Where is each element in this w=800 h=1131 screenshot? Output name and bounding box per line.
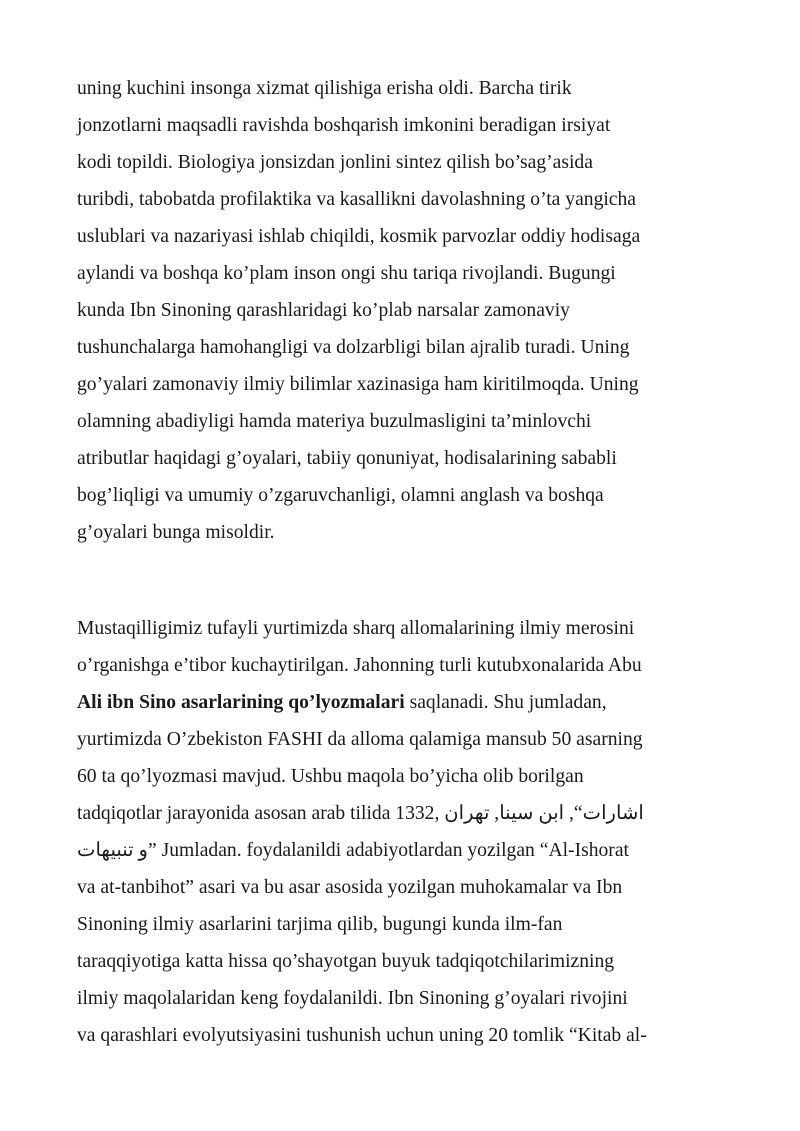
text-line: tadqiqotlar jarayonida asosan arab tilida 1332, اشارات“, ابن سينا, تهران — [77, 803, 644, 824]
text-line: kodi topildi. Biologiya jonsizdan jonlini sintez qilish bo’sag’asida — [77, 152, 593, 173]
text-line: uning kuchini insonga xizmat qilishiga erisha oldi. Barcha tirik — [77, 78, 572, 99]
text-line: Sinoning ilmiy asarlarini tarjima qilib, bugungi kunda ilm-fan — [77, 914, 563, 935]
paragraph-2 — [77, 610, 737, 1054]
text-line: ilmiy maqolalaridan keng foydalanildi. Ibn Sinoning g’oyalari rivojini — [77, 988, 628, 1009]
text-line: atributlar haqidagi g’oyalari, tabiiy qonuniyat, hodisalarining sababli — [77, 448, 617, 469]
text-line: turibdi, tabobatda profilaktika va kasallikni davolashning o’ta yangicha — [77, 189, 636, 210]
text-line: bog’liqligi va umumiy o’zgaruvchanligi, olamni anglash va boshqa — [77, 485, 604, 506]
paragraph-1 — [77, 70, 737, 551]
text-line — [77, 684, 737, 721]
text-line: kunda Ibn Sinoning qarashlaridagi ko’plab narsalar zamonaviy — [77, 300, 570, 321]
text-fragment: saqlanadi. Shu jumladan, — [404, 692, 607, 713]
text-line: Mustaqilligimiz tufayli yurtimizda sharq allomalarining ilmiy merosini — [77, 618, 635, 639]
text-line: و تنبيهات” Jumladan. foydalanildi adabiyotlardan yozilgan “Al-Ishorat — [77, 840, 629, 861]
text-line: taraqqiyotiga katta hissa qo’shayotgan buyuk tadqiqotchilarimizning — [77, 951, 615, 972]
text-line: olamning abadiyligi hamda materiya buzulmasligini ta’minlovchi — [77, 411, 592, 432]
text-line: g’oyalari bunga misoldir. — [77, 522, 275, 543]
text-line: tushunchalarga hamohangligi va dolzarbligi bilan ajralib turadi. Uning — [77, 337, 630, 358]
text-line: 60 ta qo’lyozmasi mavjud. Ushbu maqola bo’yicha olib borilgan — [77, 766, 584, 787]
text-line: uslublari va nazariyasi ishlab chiqildi, kosmik parvozlar oddiy hodisaga — [77, 226, 641, 247]
text-line: va qarashlari evolyutsiyasini tushunish uchun uning 20 tomlik “Kitab al- — [77, 1025, 647, 1046]
text-line: yurtimizda O’zbekiston FASHI da alloma qalamiga mansub 50 asarning — [77, 729, 643, 750]
text-line: go’yalari zamonaviy ilmiy bilimlar xazinasiga ham kiritilmoqda. Uning — [77, 374, 639, 395]
bold-phrase: Ali ibn Sino asarlarining qo’lyozmalari — [77, 692, 405, 713]
text-line: o’rganishga e’tibor kuchaytirilgan. Jahonning turli kutubxonalarida Abu — [77, 655, 642, 676]
text-line: aylandi va boshqa ko’plam inson ongi shu tariqa rivojlandi. Bugungi — [77, 263, 616, 284]
text-line: jonzotlarni maqsadli ravishda boshqarish imkonini beradigan irsiyat — [77, 115, 611, 136]
text-line: va at-tanbihot” asari va bu asar asosida yozilgan muhokamalar va Ibn — [77, 877, 623, 898]
